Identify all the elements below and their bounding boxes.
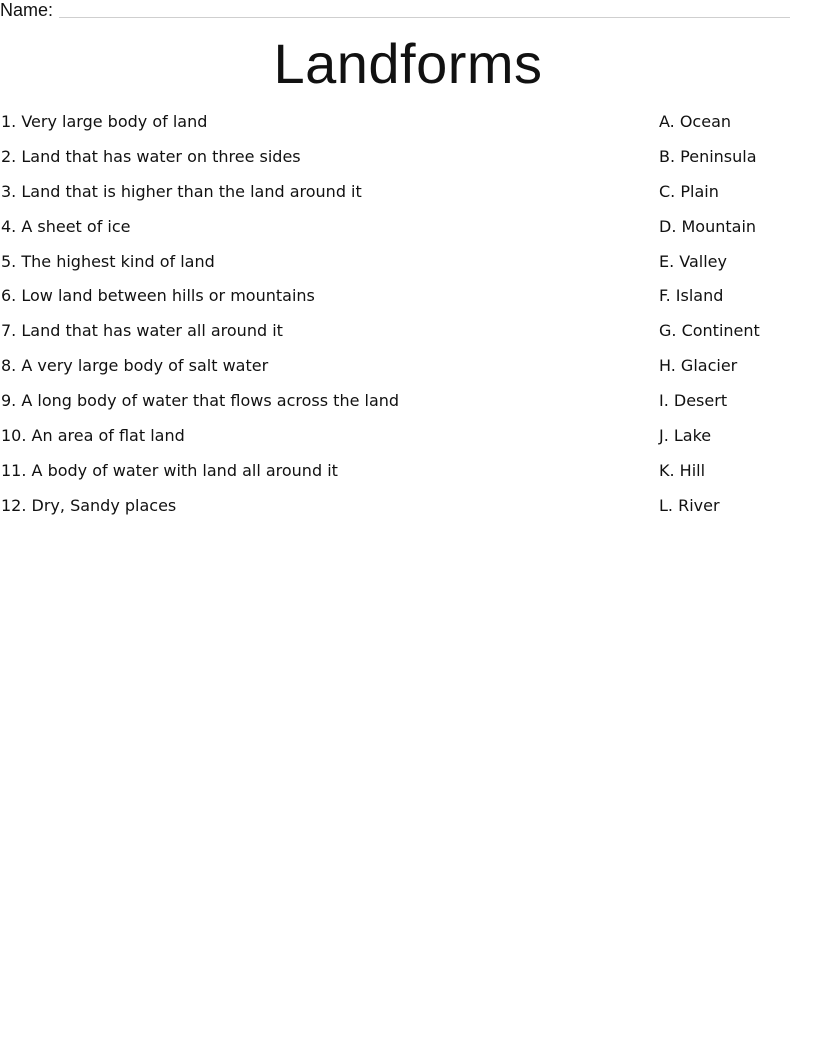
clue-2: 2. Land that has water on three sides (1, 146, 301, 166)
clue-3: 3. Land that is higher than the land around it (1, 181, 362, 201)
matching-row (0, 252, 816, 287)
matching-row (0, 182, 816, 217)
answer-c: C. Plain (659, 181, 719, 201)
clue-11: 11. A body of water with land all around it (1, 460, 338, 480)
matching-row (0, 112, 816, 147)
answer-e: E. Valley (659, 251, 727, 271)
name-line (59, 17, 790, 18)
page-title: Landforms (273, 32, 543, 95)
matching-row (0, 391, 816, 426)
matching-row (0, 321, 816, 356)
clue-8: 8. A very large body of salt water (1, 356, 269, 376)
clue-7: 7. Land that has water all around it (1, 321, 283, 341)
answer-f: F. Island (659, 286, 724, 306)
clue-9: 9. A long body of water that flows across the land (1, 391, 400, 411)
clue-5: 5. The highest kind of land (1, 251, 215, 271)
clue-12: 12. Dry, Sandy places (1, 495, 177, 515)
name-label: Name: (0, 0, 54, 20)
answer-g: G. Continent (659, 321, 760, 341)
answer-j: J. Lake (659, 426, 712, 446)
answer-i: I. Desert (659, 391, 728, 411)
name-row (0, 0, 790, 20)
matching-row (0, 356, 816, 391)
matching-row (0, 426, 816, 461)
matching-row (0, 286, 816, 321)
clue-4: 4. A sheet of ice (1, 216, 131, 236)
matching-row (0, 461, 816, 496)
answer-h: H. Glacier (659, 356, 738, 376)
clue-6: 6. Low land between hills or mountains (1, 286, 315, 306)
matching-list (0, 112, 816, 531)
matching-row (0, 147, 816, 182)
answer-d: D. Mountain (659, 216, 757, 236)
matching-row (0, 217, 816, 252)
matching-row (0, 496, 816, 531)
clue-10: 10. An area of flat land (1, 426, 185, 446)
answer-b: B. Peninsula (659, 146, 757, 166)
answer-l: L. River (659, 495, 720, 515)
answer-k: K. Hill (659, 460, 706, 480)
answer-a: A. Ocean (659, 112, 732, 131)
clue-1: 1. Very large body of land (1, 112, 208, 131)
